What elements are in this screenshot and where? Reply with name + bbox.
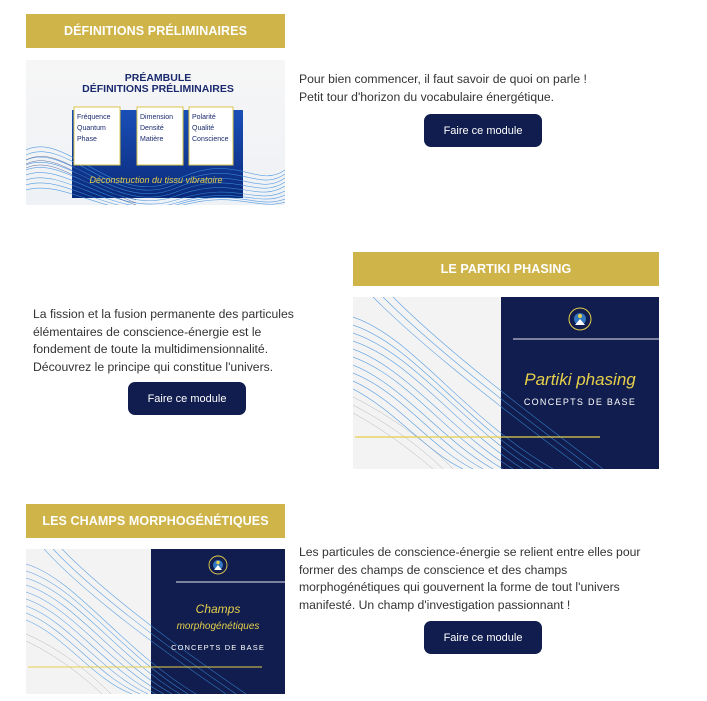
module-thumbnail[interactable] — [26, 549, 285, 694]
thumb-term: Quantum — [77, 125, 106, 132]
description-line: Découvrez le principe qui constitue l'univers. — [33, 359, 274, 374]
module-title: DÉFINITIONS PRÉLIMINAIRES — [63, 24, 248, 38]
description-line: fondement de toute la multidimensionnalité. — [33, 342, 269, 356]
module-thumbnail[interactable] — [26, 60, 285, 205]
start-module-button[interactable] — [424, 114, 542, 147]
module-title-banner — [26, 504, 285, 538]
thumbnail-subtitle: CONCEPTS DE BASE — [171, 643, 265, 652]
button-label: Faire ce module — [147, 392, 227, 405]
thumbnail-heading-1: PRÉAMBULE — [124, 72, 192, 84]
module-thumbnail[interactable] — [353, 297, 659, 469]
description-line: élémentaires de conscience-énergie est le — [33, 324, 262, 339]
start-module-button[interactable] — [424, 621, 542, 654]
button-label: Faire ce module — [443, 631, 523, 644]
thumb-term: Qualité — [192, 125, 215, 132]
description-line: former des champs de conscience et des champs — [299, 562, 568, 577]
module-title: LE PARTIKI PHASING — [440, 262, 572, 276]
thumbnail-graphic — [353, 297, 659, 469]
thumb-term: Conscience — [192, 136, 229, 143]
description-line: morphogénétiques qui gouvernent la forme de tout l'univers — [299, 580, 620, 594]
start-module-button[interactable] — [128, 382, 246, 415]
thumbnail-graphic — [26, 549, 285, 694]
thumb-term: Polarité — [192, 114, 216, 121]
module-title-banner — [26, 14, 285, 48]
thumbnail-script-title: Partiki phasing — [524, 370, 636, 389]
thumb-term: Phase — [77, 136, 97, 143]
thumbnail-graphic — [26, 60, 285, 205]
module-title: LES CHAMPS MORPHOGÉNÉTIQUES — [42, 514, 269, 528]
thumb-term: Matière — [140, 136, 164, 143]
module-description — [33, 306, 333, 376]
description-line: Les particules de conscience-énergie se relient entre elles pour — [299, 545, 641, 559]
button-label: Faire ce module — [443, 124, 523, 137]
module-title-banner — [353, 252, 659, 286]
thumb-term: Dimension — [140, 114, 174, 121]
description-line: Petit tour d'horizon du vocabulaire énergétique. — [299, 89, 555, 104]
module-description — [299, 71, 629, 106]
description-line: manifesté. Un champ d'investigation passionnant ! — [299, 597, 571, 612]
thumbnail-script-title: Champs — [195, 602, 241, 616]
thumb-term: Densité — [140, 125, 164, 132]
thumb-term: Fréquence — [77, 114, 111, 121]
description-line: Pour bien commencer, il faut savoir de quoi on parle ! — [299, 72, 587, 86]
thumbnail-signature: Déconstruction du tissu vibratoire — [89, 175, 223, 185]
thumbnail-heading-2: DÉFINITIONS PRÉLIMINAIRES — [82, 83, 234, 95]
thumbnail-subtitle: CONCEPTS DE BASE — [523, 397, 637, 407]
thumbnail-script-title-2: morphogénétiques — [176, 621, 260, 632]
module-description — [299, 544, 699, 614]
description-line: La fission et la fusion permanente des particules — [33, 307, 294, 321]
